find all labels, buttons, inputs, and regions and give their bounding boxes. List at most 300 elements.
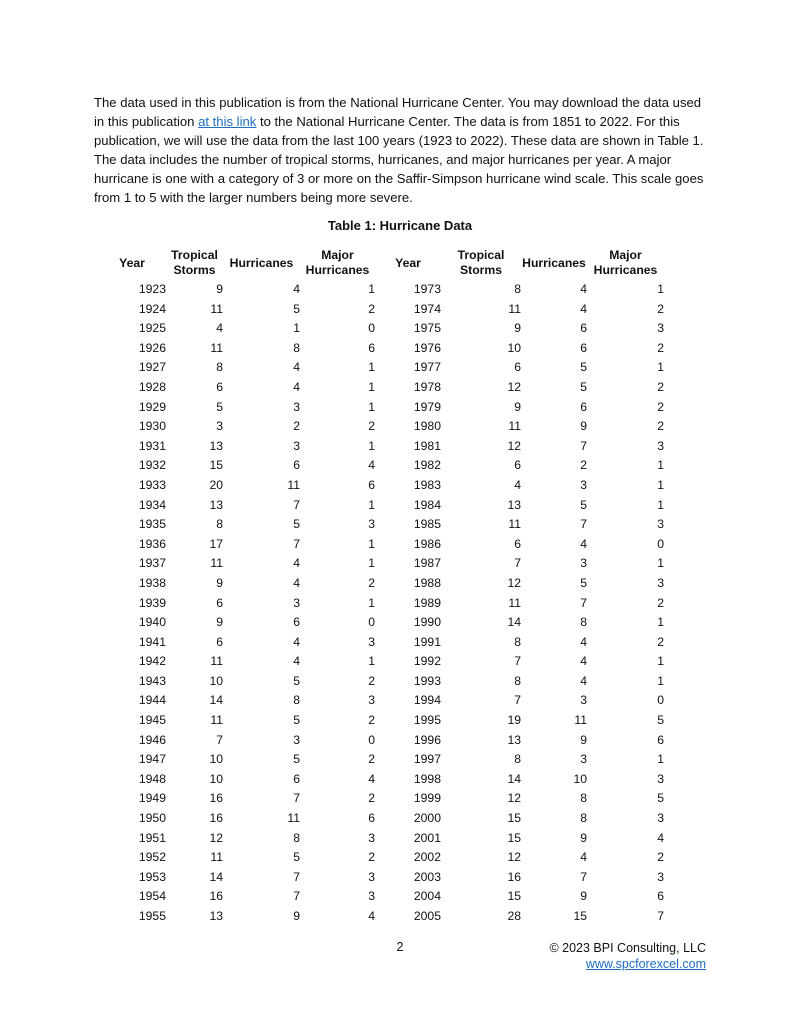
cell-tropical-storms-2: 7 — [514, 654, 521, 669]
cell-year: 1927 — [138, 360, 166, 375]
cell-year: 1929 — [138, 399, 166, 414]
cell-major-hurricanes-2: 1 — [657, 752, 664, 767]
cell-year-2: 1988 — [413, 575, 441, 590]
cell-hurricanes: 4 — [293, 360, 300, 375]
table-row — [98, 848, 664, 868]
cell-hurricanes: 9 — [293, 909, 300, 923]
table-row — [98, 809, 664, 829]
cell-tropical-storms: 13 — [209, 909, 223, 923]
cell-hurricanes: 6 — [293, 615, 300, 630]
header-tropical-line2: Storms — [173, 263, 216, 277]
cell-major-hurricanes-2: 3 — [657, 575, 664, 590]
cell-tropical-storms: 13 — [209, 497, 223, 512]
cell-major-hurricanes: 4 — [368, 771, 375, 786]
table-row — [98, 496, 664, 516]
cell-hurricanes-2: 6 — [580, 340, 587, 355]
header-major-line1: Major — [321, 248, 354, 262]
cell-hurricanes-2: 8 — [580, 791, 587, 806]
cell-hurricanes: 7 — [293, 791, 300, 806]
cell-hurricanes: 4 — [293, 379, 300, 394]
cell-major-hurricanes-2: 2 — [657, 419, 664, 434]
cell-major-hurricanes: 1 — [368, 438, 375, 453]
cell-hurricanes-2: 7 — [580, 438, 587, 453]
table-row — [98, 319, 664, 339]
cell-hurricanes-2: 6 — [580, 321, 587, 336]
cell-major-hurricanes-2: 2 — [657, 379, 664, 394]
cell-major-hurricanes: 1 — [368, 536, 375, 551]
cell-hurricanes-2: 11 — [574, 713, 587, 728]
cell-tropical-storms: 10 — [209, 752, 223, 767]
table-row — [98, 750, 664, 770]
cell-hurricanes-2: 5 — [580, 379, 587, 394]
cell-year-2: 2004 — [413, 889, 441, 904]
table-row — [98, 672, 664, 692]
header-tropical-storms — [166, 246, 223, 280]
cell-hurricanes: 3 — [293, 595, 300, 610]
cell-major-hurricanes-2: 1 — [657, 556, 664, 571]
cell-tropical-storms: 17 — [209, 536, 223, 551]
table-row — [98, 339, 664, 359]
cell-tropical-storms: 14 — [209, 693, 223, 708]
cell-tropical-storms-2: 11 — [508, 301, 521, 316]
cell-hurricanes-2: 2 — [580, 458, 587, 473]
cell-hurricanes-2: 8 — [580, 615, 587, 630]
cell-tropical-storms: 10 — [209, 673, 223, 688]
cell-tropical-storms-2: 8 — [514, 634, 521, 649]
table-row — [98, 731, 664, 751]
data-source-link[interactable]: at this link — [198, 114, 257, 129]
cell-hurricanes-2: 3 — [580, 556, 587, 571]
cell-tropical-storms: 10 — [209, 771, 223, 786]
cell-year: 1925 — [138, 321, 166, 336]
cell-year: 1936 — [138, 536, 166, 551]
cell-major-hurricanes-2: 3 — [657, 771, 664, 786]
cell-year: 1940 — [138, 615, 166, 630]
cell-tropical-storms: 16 — [209, 791, 223, 806]
cell-year: 1945 — [138, 713, 166, 728]
cell-tropical-storms-2: 9 — [514, 321, 521, 336]
cell-hurricanes-2: 8 — [580, 811, 587, 826]
cell-major-hurricanes: 6 — [368, 340, 375, 355]
cell-major-hurricanes: 2 — [368, 850, 375, 865]
cell-major-hurricanes-2: 3 — [657, 869, 664, 884]
cell-major-hurricanes: 2 — [368, 419, 375, 434]
cell-hurricanes-2: 3 — [580, 693, 587, 708]
cell-hurricanes: 4 — [293, 575, 300, 590]
cell-major-hurricanes-2: 1 — [657, 673, 664, 688]
cell-tropical-storms-2: 28 — [507, 909, 521, 923]
cell-major-hurricanes: 2 — [368, 713, 375, 728]
cell-hurricanes-2: 4 — [580, 634, 587, 649]
footer-credits — [549, 940, 706, 972]
cell-year: 1932 — [138, 458, 166, 473]
cell-year: 1938 — [138, 575, 166, 590]
website-link[interactable]: www.spcforexcel.com — [585, 957, 706, 971]
cell-tropical-storms-2: 7 — [514, 556, 521, 571]
cell-year-2: 1989 — [413, 595, 441, 610]
cell-tropical-storms: 7 — [216, 732, 223, 747]
cell-tropical-storms: 11 — [210, 556, 223, 571]
cell-hurricanes-2: 4 — [580, 301, 587, 316]
cell-major-hurricanes-2: 2 — [657, 850, 664, 865]
cell-major-hurricanes-2: 2 — [657, 595, 664, 610]
cell-tropical-storms-2: 6 — [514, 458, 521, 473]
cell-tropical-storms: 3 — [216, 419, 223, 434]
cell-tropical-storms-2: 6 — [514, 360, 521, 375]
cell-tropical-storms-2: 19 — [507, 713, 521, 728]
cell-year: 1924 — [138, 301, 166, 316]
header-year-2: Year — [395, 255, 421, 270]
cell-tropical-storms-2: 14 — [507, 615, 521, 630]
cell-major-hurricanes-2: 2 — [657, 301, 664, 316]
cell-tropical-storms-2: 13 — [507, 497, 521, 512]
cell-year: 1948 — [138, 771, 166, 786]
cell-year: 1953 — [138, 869, 166, 884]
cell-tropical-storms-2: 16 — [507, 869, 521, 884]
cell-major-hurricanes: 3 — [368, 517, 375, 532]
cell-hurricanes: 7 — [293, 497, 300, 512]
cell-year: 1928 — [138, 379, 166, 394]
cell-tropical-storms: 11 — [210, 654, 223, 669]
cell-major-hurricanes-2: 0 — [657, 693, 664, 708]
cell-hurricanes: 4 — [293, 634, 300, 649]
cell-major-hurricanes-2: 3 — [657, 438, 664, 453]
cell-year-2: 1994 — [413, 693, 441, 708]
header-major-line1-2: Major — [609, 248, 642, 262]
cell-tropical-storms: 11 — [210, 713, 223, 728]
cell-hurricanes-2: 4 — [580, 673, 587, 688]
cell-tropical-storms: 11 — [210, 340, 223, 355]
header-major-line2: Hurricanes — [305, 263, 370, 277]
cell-major-hurricanes: 4 — [368, 458, 375, 473]
cell-tropical-storms: 6 — [216, 634, 223, 649]
cell-year-2: 1979 — [413, 399, 441, 414]
cell-year: 1955 — [138, 909, 166, 923]
cell-major-hurricanes-2: 3 — [657, 517, 664, 532]
cell-hurricanes: 5 — [293, 713, 300, 728]
cell-major-hurricanes: 3 — [368, 830, 375, 845]
cell-major-hurricanes-2: 6 — [657, 732, 664, 747]
cell-tropical-storms-2: 15 — [507, 830, 521, 845]
cell-hurricanes: 6 — [293, 771, 300, 786]
table-row — [98, 378, 664, 398]
cell-hurricanes-2: 5 — [580, 497, 587, 512]
cell-major-hurricanes: 1 — [368, 595, 375, 610]
table-row — [98, 829, 664, 849]
cell-year-2: 1997 — [413, 752, 441, 767]
cell-tropical-storms: 15 — [209, 458, 223, 473]
cell-year-2: 2005 — [413, 909, 441, 923]
cell-tropical-storms: 11 — [210, 850, 223, 865]
table-row — [98, 515, 664, 535]
cell-tropical-storms-2: 8 — [514, 282, 521, 296]
cell-year-2: 1984 — [413, 497, 441, 512]
cell-major-hurricanes: 1 — [368, 360, 375, 375]
cell-hurricanes: 11 — [287, 477, 300, 492]
header-major-hurricanes — [300, 246, 375, 280]
table-row — [98, 437, 664, 457]
intro-text-before-link: The data used in this publication is from the National Hurricane Center. You may download the data used in this publication — [94, 95, 702, 129]
table-row — [98, 887, 664, 907]
cell-year: 1937 — [138, 556, 166, 571]
cell-major-hurricanes: 0 — [368, 321, 375, 336]
cell-major-hurricanes-2: 1 — [657, 360, 664, 375]
cell-hurricanes: 8 — [293, 340, 300, 355]
table-row — [98, 300, 664, 320]
cell-major-hurricanes-2: 7 — [657, 909, 664, 923]
cell-tropical-storms-2: 12 — [507, 850, 521, 865]
cell-year: 1941 — [138, 634, 166, 649]
cell-year: 1943 — [138, 673, 166, 688]
cell-tropical-storms-2: 14 — [507, 771, 521, 786]
cell-tropical-storms: 8 — [216, 360, 223, 375]
cell-hurricanes: 3 — [293, 732, 300, 747]
cell-hurricanes-2: 4 — [580, 850, 587, 865]
cell-major-hurricanes: 0 — [368, 732, 375, 747]
cell-tropical-storms: 11 — [210, 301, 223, 316]
cell-major-hurricanes-2: 1 — [657, 497, 664, 512]
cell-hurricanes-2: 6 — [580, 399, 587, 414]
table-row — [98, 907, 664, 927]
cell-major-hurricanes: 1 — [368, 379, 375, 394]
cell-tropical-storms-2: 10 — [507, 340, 521, 355]
cell-major-hurricanes: 3 — [368, 869, 375, 884]
table-row — [98, 691, 664, 711]
cell-year: 1950 — [138, 811, 166, 826]
cell-hurricanes-2: 3 — [580, 752, 587, 767]
cell-major-hurricanes: 2 — [368, 752, 375, 767]
cell-year-2: 2000 — [413, 811, 441, 826]
table-row — [98, 633, 664, 653]
cell-major-hurricanes: 6 — [368, 811, 375, 826]
cell-hurricanes-2: 9 — [580, 830, 587, 845]
cell-tropical-storms-2: 8 — [514, 752, 521, 767]
cell-hurricanes: 6 — [293, 458, 300, 473]
cell-hurricanes-2: 9 — [580, 889, 587, 904]
cell-year-2: 1985 — [413, 517, 441, 532]
cell-year: 1930 — [138, 419, 166, 434]
cell-year-2: 1983 — [413, 477, 441, 492]
cell-tropical-storms: 12 — [209, 830, 223, 845]
cell-tropical-storms-2: 13 — [507, 732, 521, 747]
table-row — [98, 280, 664, 300]
cell-hurricanes-2: 3 — [580, 477, 587, 492]
cell-major-hurricanes-2: 2 — [657, 399, 664, 414]
cell-hurricanes: 5 — [293, 301, 300, 316]
cell-hurricanes-2: 5 — [580, 360, 587, 375]
cell-year: 1933 — [138, 477, 166, 492]
cell-year-2: 1986 — [413, 536, 441, 551]
cell-hurricanes: 3 — [293, 438, 300, 453]
cell-year: 1939 — [138, 595, 166, 610]
cell-hurricanes: 5 — [293, 517, 300, 532]
cell-tropical-storms-2: 8 — [514, 673, 521, 688]
table-row — [98, 711, 664, 731]
cell-major-hurricanes-2: 1 — [657, 282, 664, 296]
cell-tropical-storms: 16 — [209, 889, 223, 904]
header-hurricanes-2: Hurricanes — [522, 255, 586, 270]
cell-tropical-storms-2: 11 — [508, 517, 521, 532]
cell-year-2: 2003 — [413, 869, 441, 884]
cell-major-hurricanes-2: 1 — [657, 458, 664, 473]
cell-tropical-storms-2: 12 — [507, 575, 521, 590]
cell-major-hurricanes: 1 — [368, 282, 375, 296]
cell-hurricanes-2: 7 — [580, 517, 587, 532]
table-row — [98, 868, 664, 888]
cell-hurricanes: 8 — [293, 830, 300, 845]
cell-year-2: 1976 — [413, 340, 441, 355]
header-hurricanes: Hurricanes — [229, 255, 294, 270]
cell-year: 1926 — [138, 340, 166, 355]
copyright-text: © 2023 BPI Consulting, LLC — [549, 941, 706, 955]
cell-major-hurricanes-2: 5 — [657, 713, 664, 728]
cell-year: 1942 — [138, 654, 166, 669]
cell-year: 1949 — [138, 791, 166, 806]
cell-major-hurricanes: 3 — [368, 889, 375, 904]
cell-hurricanes: 7 — [293, 869, 300, 884]
cell-tropical-storms: 9 — [216, 615, 223, 630]
cell-tropical-storms: 16 — [209, 811, 223, 826]
cell-hurricanes: 1 — [293, 321, 300, 336]
cell-tropical-storms: 9 — [216, 575, 223, 590]
cell-hurricanes-2: 9 — [580, 419, 587, 434]
cell-tropical-storms: 14 — [209, 869, 223, 884]
cell-year-2: 1999 — [413, 791, 441, 806]
cell-major-hurricanes: 3 — [368, 634, 375, 649]
cell-year-2: 1978 — [413, 379, 441, 394]
header-tropical-storms-2 — [441, 246, 521, 280]
cell-major-hurricanes: 6 — [368, 477, 375, 492]
cell-major-hurricanes: 1 — [368, 654, 375, 669]
cell-tropical-storms: 8 — [216, 517, 223, 532]
table-row — [98, 652, 664, 672]
cell-year: 1935 — [138, 517, 166, 532]
cell-tropical-storms: 9 — [216, 282, 223, 296]
table-row — [98, 535, 664, 555]
cell-tropical-storms: 6 — [216, 595, 223, 610]
cell-year-2: 1982 — [413, 458, 441, 473]
cell-major-hurricanes-2: 4 — [657, 830, 664, 845]
cell-tropical-storms-2: 6 — [514, 536, 521, 551]
cell-major-hurricanes-2: 5 — [657, 791, 664, 806]
table-row — [98, 613, 664, 633]
cell-tropical-storms-2: 4 — [514, 477, 521, 492]
cell-hurricanes: 4 — [293, 556, 300, 571]
cell-major-hurricanes: 1 — [368, 497, 375, 512]
cell-hurricanes: 5 — [293, 752, 300, 767]
cell-major-hurricanes-2: 3 — [657, 321, 664, 336]
header-major-hurricanes-2 — [587, 246, 664, 280]
cell-major-hurricanes-2: 2 — [657, 634, 664, 649]
table-row — [98, 476, 664, 496]
cell-hurricanes: 4 — [293, 654, 300, 669]
table-header-row — [98, 246, 664, 280]
cell-year-2: 1992 — [413, 654, 441, 669]
intro-text-after-link: to the National Hurricane Center. The data is from 1851 to 2022. For this publication, we will use the data from the last 100 years (1923 to 2022). These data are shown in Table 1. The data includes the number of tropical storms, hurricanes, and major hurricanes per year. A major hurricane is one with a category of 3 or more on the Saffir-Simpson hurricane wind scale. This scale goes from 1 to 5 with the larger numbers being more severe. — [94, 114, 704, 205]
cell-year-2: 1980 — [413, 419, 441, 434]
table-title: Table 1: Hurricane Data — [327, 218, 473, 233]
cell-year-2: 1987 — [413, 556, 441, 571]
cell-tropical-storms: 6 — [216, 379, 223, 394]
cell-year-2: 2002 — [413, 850, 441, 865]
table-row — [98, 398, 664, 418]
table-body — [98, 280, 664, 927]
cell-year: 1947 — [138, 752, 166, 767]
cell-major-hurricanes: 4 — [368, 909, 375, 923]
cell-tropical-storms-2: 12 — [507, 438, 521, 453]
cell-year-2: 1975 — [413, 321, 441, 336]
cell-major-hurricanes-2: 3 — [657, 811, 664, 826]
header-major-line2-2: Hurricanes — [593, 263, 658, 277]
cell-tropical-storms: 5 — [216, 399, 223, 414]
cell-major-hurricanes: 2 — [368, 575, 375, 590]
cell-year: 1944 — [138, 693, 166, 708]
cell-year: 1952 — [138, 850, 166, 865]
cell-major-hurricanes-2: 1 — [657, 477, 664, 492]
cell-year: 1923 — [138, 282, 166, 296]
header-tropical-line1: Tropical — [171, 248, 218, 262]
cell-year-2: 1993 — [413, 673, 441, 688]
header-tropical-line2-2: Storms — [460, 263, 502, 277]
cell-year-2: 2001 — [413, 830, 441, 845]
cell-major-hurricanes-2: 1 — [657, 654, 664, 669]
cell-tropical-storms-2: 7 — [514, 693, 521, 708]
cell-tropical-storms-2: 12 — [507, 791, 521, 806]
cell-tropical-storms-2: 11 — [508, 595, 521, 610]
cell-major-hurricanes: 2 — [368, 301, 375, 316]
cell-tropical-storms: 20 — [209, 477, 223, 492]
cell-year-2: 1991 — [413, 634, 441, 649]
cell-major-hurricanes: 0 — [368, 615, 375, 630]
table-row — [98, 770, 664, 790]
cell-year-2: 1981 — [413, 438, 441, 453]
cell-tropical-storms-2: 15 — [507, 889, 521, 904]
cell-year-2: 1977 — [413, 360, 441, 375]
cell-year: 1954 — [138, 889, 166, 904]
cell-hurricanes-2: 4 — [580, 536, 587, 551]
table-row — [98, 358, 664, 378]
cell-hurricanes: 11 — [287, 811, 300, 826]
table-row — [98, 456, 664, 476]
cell-year-2: 1996 — [413, 732, 441, 747]
cell-hurricanes: 4 — [293, 282, 300, 296]
table-row — [98, 554, 664, 574]
table-row — [98, 789, 664, 809]
page-number: 2 — [396, 940, 404, 954]
header-tropical-line1-2: Tropical — [457, 248, 505, 262]
cell-tropical-storms-2: 11 — [508, 419, 521, 434]
cell-tropical-storms-2: 9 — [514, 399, 521, 414]
cell-hurricanes-2: 9 — [580, 732, 587, 747]
cell-year: 1934 — [138, 497, 166, 512]
cell-hurricanes: 7 — [293, 536, 300, 551]
cell-hurricanes: 5 — [293, 850, 300, 865]
table-row — [98, 594, 664, 614]
hurricane-data-table — [98, 246, 664, 927]
cell-hurricanes-2: 7 — [580, 869, 587, 884]
cell-hurricanes: 7 — [293, 889, 300, 904]
cell-tropical-storms: 13 — [209, 438, 223, 453]
header-year: Year — [119, 255, 145, 270]
cell-year: 1946 — [138, 732, 166, 747]
cell-year-2: 1995 — [413, 713, 441, 728]
cell-major-hurricanes: 1 — [368, 399, 375, 414]
cell-major-hurricanes: 1 — [368, 556, 375, 571]
cell-major-hurricanes: 2 — [368, 791, 375, 806]
cell-year-2: 1974 — [413, 301, 441, 316]
cell-hurricanes-2: 5 — [580, 575, 587, 590]
cell-hurricanes: 5 — [293, 673, 300, 688]
